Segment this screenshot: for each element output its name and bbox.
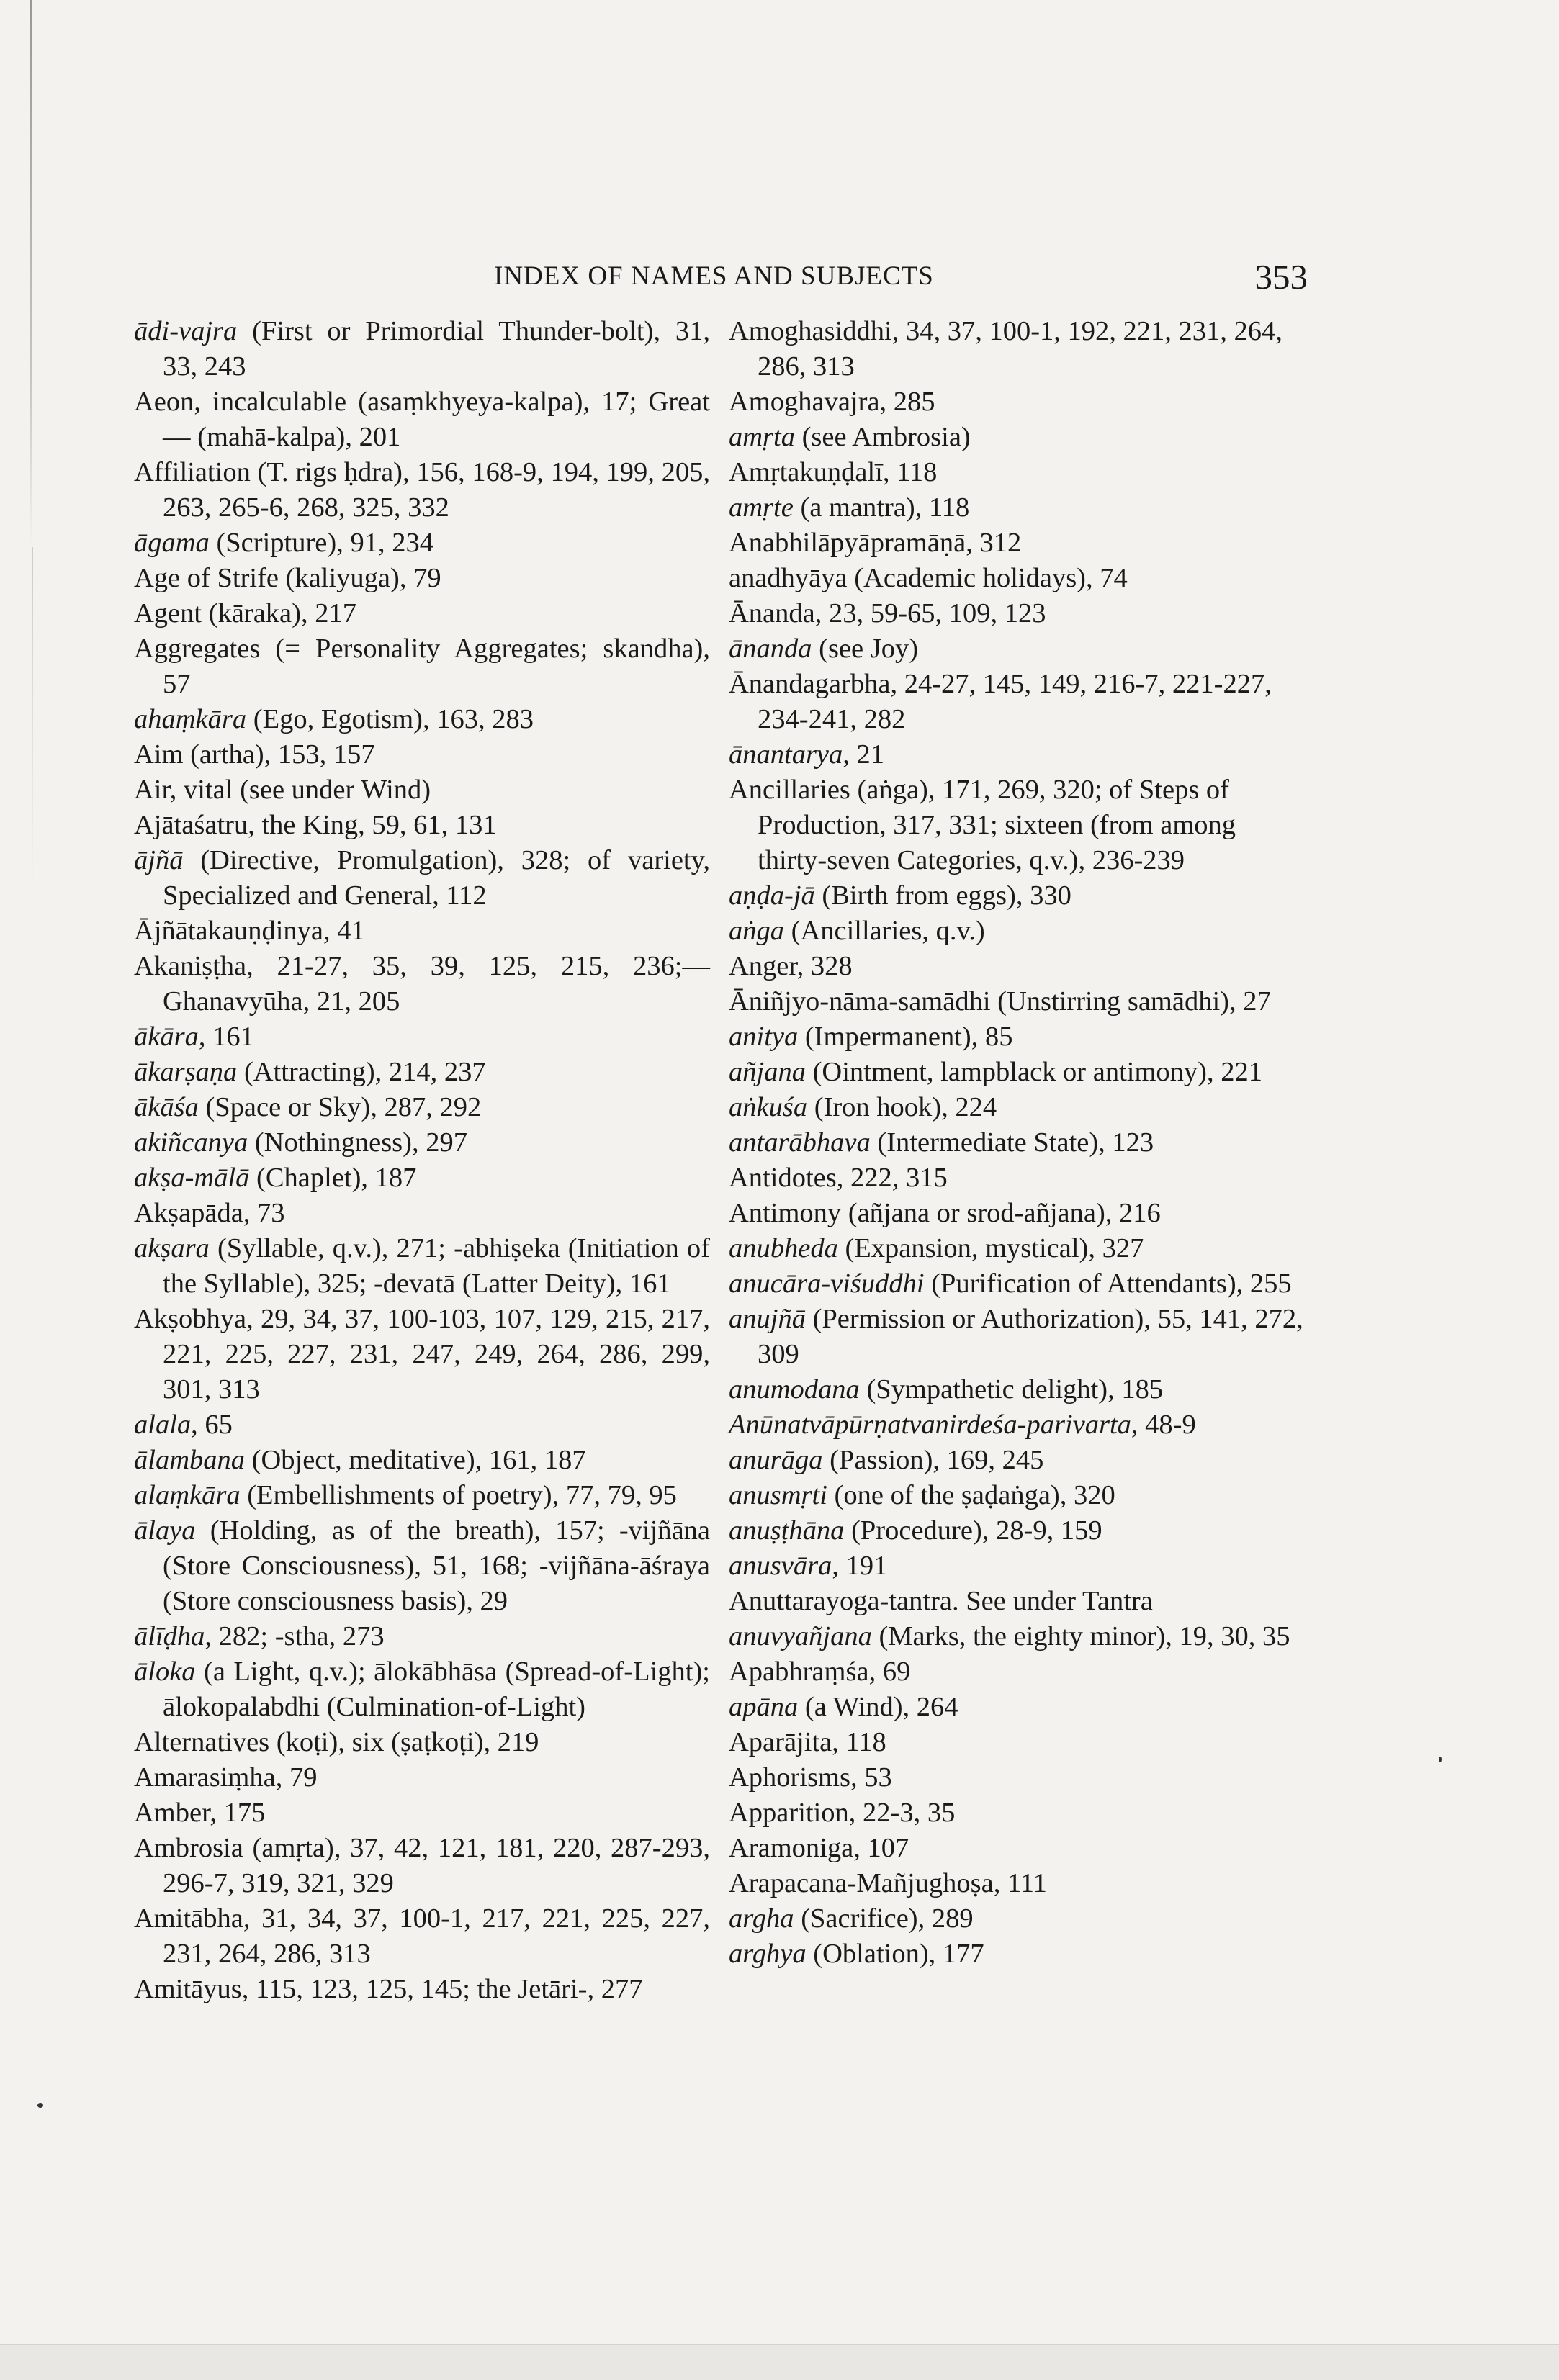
- entry-heading: aṅkuśa: [729, 1092, 808, 1122]
- entry-locators: (Passion), 169, 245: [822, 1445, 1044, 1475]
- entry-heading: Anger, 328: [729, 951, 853, 981]
- entry-heading: anubheda: [729, 1233, 838, 1263]
- index-entry: [134, 1831, 710, 1901]
- entry-heading: Aramoniga, 107: [729, 1833, 909, 1863]
- index-entry: [134, 455, 710, 526]
- entry-heading: anusvāra: [729, 1551, 832, 1581]
- index-entry: [134, 914, 710, 949]
- entry-locators: , 161: [198, 1022, 254, 1052]
- entry-locators: (Ointment, lampblack or antimony), 221: [805, 1057, 1262, 1087]
- index-entry: [134, 1725, 710, 1760]
- entry-heading: Arapacana-Mañjughoṣa, 111: [729, 1868, 1047, 1898]
- entry-heading: anusmṛti: [729, 1480, 827, 1510]
- entry-locators: (see Joy): [812, 634, 919, 664]
- entry-heading: Apparition, 22-3, 35: [729, 1798, 956, 1828]
- index-entry: [729, 1937, 1305, 1972]
- scan-edge-shadow: [30, 0, 32, 547]
- entry-heading: ākāra: [134, 1022, 199, 1052]
- entry-heading: Ānanda, 23, 59-65, 109, 123: [729, 598, 1046, 628]
- entry-heading: Amber, 175: [134, 1798, 266, 1828]
- entry-heading: Amarasiṃha, 79: [134, 1762, 318, 1793]
- entry-heading: alaṃkāra: [134, 1480, 241, 1510]
- entry-locators: samādhi), 27: [1127, 986, 1271, 1017]
- index-entry: [729, 1125, 1305, 1160]
- entry-heading: Akṣobhya, 29, 34, 37, 100-103, 107, 129, 215, 217, 221, 225, 227, 231, 247, 249, 264, 286, 299, 301, 313: [134, 1304, 710, 1405]
- entry-heading: Affiliation (T.: [134, 457, 296, 487]
- index-entry: [134, 1090, 710, 1125]
- entry-locators: , 191: [832, 1551, 888, 1581]
- index-entry: [729, 420, 1305, 455]
- entry-heading: aṅga: [729, 916, 784, 946]
- entry-heading: anuvyañjana: [729, 1621, 872, 1651]
- index-entry: [134, 1972, 710, 2007]
- entry-heading: Antimony (: [729, 1198, 858, 1228]
- entry-heading: Amoghavajra, 285: [729, 387, 935, 417]
- entry-heading: ānanda: [729, 634, 812, 664]
- index-column-right: [729, 314, 1305, 1972]
- index-entry: [729, 1690, 1305, 1725]
- index-entry: [729, 1231, 1305, 1266]
- entry-heading: Ānandagarbha, 24-27, 145, 149, 216-7, 221-227, 234-241, 282: [729, 669, 1272, 734]
- index-entry: [729, 1725, 1305, 1760]
- entry-heading: āloka: [134, 1656, 196, 1687]
- index-entry: [729, 561, 1305, 596]
- entry-locators: , 48-9: [1131, 1410, 1196, 1440]
- index-entry: [729, 526, 1305, 561]
- entry-heading: Ambrosia (: [134, 1833, 262, 1863]
- entry-locators: (Nothingness), 297: [248, 1127, 467, 1158]
- index-entry: [729, 1549, 1305, 1584]
- entry-locators: (Holding, as of the breath), 157; -vijñāna (Store Consciousness), 51, 168; -vijñāna-āśraya (Store consciousness basis), 29: [163, 1515, 710, 1616]
- index-entry: [134, 843, 710, 914]
- entry-heading: akṣa-mālā: [134, 1163, 250, 1193]
- index-entry: [134, 526, 710, 561]
- entry-heading: Aggregates (= Personality Aggregates;: [134, 634, 603, 664]
- index-entry: [134, 1478, 710, 1513]
- index-entry: [729, 1478, 1305, 1513]
- entry-locators: (Sympathetic delight), 185: [859, 1374, 1164, 1405]
- entry-heading: Anuttarayoga-tantra. See under Tantra: [729, 1586, 1153, 1616]
- index-entry: [729, 914, 1305, 949]
- entry-heading: Aim (: [134, 739, 199, 770]
- index-entry: [134, 1160, 710, 1196]
- index-entry: [729, 314, 1305, 384]
- scan-bottom-band: [0, 2344, 1559, 2380]
- index-entry: [729, 737, 1305, 772]
- index-entry: [729, 1584, 1305, 1619]
- entry-heading: anadhyāya (Academic holidays), 74: [729, 563, 1128, 593]
- entry-locators: , 65: [191, 1410, 233, 1440]
- entry-heading: ānantarya: [729, 739, 843, 770]
- index-entry: [134, 561, 710, 596]
- entry-locators: (Embellishments of poetry), 77, 79, 95: [240, 1480, 677, 1510]
- index-entry: [729, 667, 1305, 737]
- index-entry: [134, 737, 710, 772]
- index-entry: [134, 949, 710, 1019]
- entry-heading: Akṣapāda, 73: [134, 1198, 285, 1228]
- index-entry: [729, 631, 1305, 667]
- entry-heading: Anabhilāpyāpramāṇā, 312: [729, 528, 1022, 558]
- entry-locators: koṭi), six (ṣaṭkoṭi), 219: [285, 1727, 539, 1757]
- entry-heading: anuṣṭhāna: [729, 1515, 845, 1546]
- entry-locators: (Ego, Egotism), 163, 283: [246, 704, 534, 734]
- index-entry: [729, 878, 1305, 914]
- entry-heading: anumodana: [729, 1374, 860, 1405]
- entry-heading: alala: [134, 1410, 192, 1440]
- entry-heading: ādi-vajra: [134, 316, 238, 346]
- entry-heading: ālambana: [134, 1445, 245, 1475]
- index-entry: [729, 1407, 1305, 1443]
- index-entry: [134, 1654, 710, 1725]
- entry-locators: kāraka), 217: [217, 598, 356, 628]
- index-entry: [729, 384, 1305, 420]
- scan-speck: [37, 2103, 43, 2108]
- entry-locators: (Sacrifice), 289: [794, 1903, 974, 1934]
- entry-locators: (Marks, the eighty minor), 19, 30, 35: [871, 1621, 1290, 1651]
- index-entry: [729, 1160, 1305, 1196]
- entry-heading: Air, vital (see under Wind): [134, 775, 431, 805]
- page-number: 353: [1254, 257, 1308, 297]
- entry-heading: akiñcanya: [134, 1127, 248, 1158]
- index-entry: [729, 1019, 1305, 1055]
- index-entry: [134, 1125, 710, 1160]
- entry-heading: amṛta: [729, 422, 795, 452]
- entry-locators: (Permission or Authorization), 55, 141, 272, 309: [758, 1304, 1303, 1369]
- entry-locators: (Expansion, mystical), 327: [837, 1233, 1144, 1263]
- index-entry: [729, 772, 1305, 878]
- index-entry: [729, 1302, 1305, 1372]
- entry-locators: (Intermediate State), 123: [870, 1127, 1154, 1158]
- entry-locators: (Object, meditative), 161, 187: [245, 1445, 586, 1475]
- entry-locators: asaṃkhyeya-kalpa), 17; Great — (mahā-kalpa), 201: [163, 387, 710, 452]
- entry-heading: Ājñātakauṇḍinya, 41: [134, 916, 365, 946]
- entry-locators: (Syllable, q.v.), 271; -abhiṣeka (Initiation of the Syllable), 325; -devatā (Latter Deity), 161: [163, 1233, 710, 1299]
- entry-heading: Amṛtakuṇḍalī, 118: [729, 457, 938, 487]
- entry-heading: ākarṣaṇa: [134, 1057, 238, 1087]
- index-entry: [134, 1407, 710, 1443]
- index-entry: [134, 1619, 710, 1654]
- index-entry: [729, 1831, 1305, 1866]
- entry-locators: (a mantra), 118: [793, 492, 970, 523]
- entry-heading: Aeon, incalculable (: [134, 387, 368, 417]
- entry-locators: (Ancillaries, q.v.): [784, 916, 985, 946]
- index-entry: [729, 984, 1305, 1019]
- entry-heading: apāna: [729, 1692, 799, 1722]
- index-entry: [134, 631, 710, 702]
- entry-locators: amṛta), 37, 42, 121, 181, 220, 287-293, 296-7, 319, 321, 329: [163, 1833, 710, 1898]
- index-entry: [729, 490, 1305, 526]
- index-entry: [134, 1513, 710, 1619]
- entry-locators: aṅga), 171, 269, 320; of Steps of Production, 317, 331; sixteen (from among thirty-seven Categories, q.v.), 236-239: [758, 775, 1236, 875]
- scan-speck: [1439, 1757, 1442, 1762]
- entry-heading: ājñā: [134, 845, 184, 875]
- index-entry: [134, 702, 710, 737]
- index-entry: [134, 1231, 710, 1302]
- entry-heading: Alternatives (: [134, 1727, 286, 1757]
- entry-locators: (First or Primordial Thunder-bolt), 31, 33, 243: [163, 316, 710, 382]
- entry-heading: ahaṃkāra: [134, 704, 247, 734]
- entry-heading: Amoghasiddhi, 34, 37, 100-1, 192, 221, 231, 264, 286, 313: [729, 316, 1282, 382]
- entry-heading: Anūnatvāpūrṇatvanirdeśa-parivarta: [729, 1410, 1131, 1440]
- entry-heading: anitya: [729, 1022, 799, 1052]
- entry-heading: argha: [729, 1903, 794, 1934]
- entry-locators: (Purification of Attendants), 255: [924, 1268, 1292, 1299]
- index-entry: [729, 1619, 1305, 1654]
- entry-locators: (Directive, Promulgation), 328; of variety, Specialized and General, 112: [163, 845, 710, 911]
- index-entry: [729, 1795, 1305, 1831]
- entry-heading: anujñā: [729, 1304, 806, 1334]
- entry-heading: Aphorisms, 53: [729, 1762, 892, 1793]
- entry-locators: (Iron hook), 224: [807, 1092, 997, 1122]
- index-entry: [134, 1196, 710, 1231]
- index-entry: [134, 1055, 710, 1090]
- entry-locators: (one of the ṣaḍaṅga), 320: [827, 1480, 1115, 1510]
- entry-locators: skandha), 57: [163, 634, 710, 699]
- page-header: [494, 256, 1308, 297]
- entry-locators: (Procedure), 28-9, 159: [844, 1515, 1102, 1546]
- entry-locators: (a Light, q.v.); ālokābhāsa (Spread-of-Light); ālokopalabdhi (Culmination-of-Light): [163, 1656, 710, 1722]
- entry-heading: Akaniṣṭha, 21-27, 35, 39, 125, 215, 236;— Ghanavyūha, 21, 205: [134, 951, 710, 1017]
- entry-heading: aṇḍa-jā: [729, 880, 815, 911]
- index-entry: [134, 808, 710, 843]
- index-entry: [134, 1795, 710, 1831]
- index-entry: [729, 1055, 1305, 1090]
- index-entry: [729, 1266, 1305, 1302]
- entry-heading: anucāra-viśuddhi: [729, 1268, 925, 1299]
- entry-heading: arghya: [729, 1939, 807, 1969]
- entry-locators: (Impermanent), 85: [798, 1022, 1013, 1052]
- index-column-left: [134, 314, 710, 2007]
- entry-heading: Amitāyus, 115, 123, 125, 145; the Jetāri-, 277: [134, 1974, 643, 2004]
- entry-heading: Agent (: [134, 598, 218, 628]
- entry-heading: Ancillaries (: [729, 775, 867, 805]
- entry-locators: (Scripture), 91, 234: [209, 528, 433, 558]
- entry-heading: Ajātaśatru, the King, 59, 61, 131: [134, 810, 497, 840]
- entry-locators: , 282; -stha, 273: [205, 1621, 385, 1651]
- index-entry: [134, 1901, 710, 1972]
- entry-heading: Āniñjyo-nāma-samādhi (Unstirring: [729, 986, 1128, 1017]
- index-entry: [729, 949, 1305, 984]
- entry-locators: (Attracting), 214, 237: [237, 1057, 486, 1087]
- index-entry: [729, 1654, 1305, 1690]
- entry-locators: (Space or Sky), 287, 292: [198, 1092, 482, 1122]
- entry-locators: (Chaplet), 187: [249, 1163, 417, 1193]
- entry-heading: ālīḍha: [134, 1621, 205, 1651]
- entry-heading: Aparājita, 118: [729, 1727, 886, 1757]
- entry-locators: (Oblation), 177: [806, 1939, 984, 1969]
- index-entry: [729, 1760, 1305, 1795]
- entry-heading: anurāga: [729, 1445, 823, 1475]
- index-entry: [134, 772, 710, 808]
- entry-heading: akṣara: [134, 1233, 210, 1263]
- running-title: INDEX OF NAMES AND SUBJECTS: [494, 261, 934, 291]
- index-entry: [134, 596, 710, 631]
- entry-heading: ālaya: [134, 1515, 196, 1546]
- entry-locators: (Birth from eggs), 330: [814, 880, 1071, 911]
- index-entry: [729, 1443, 1305, 1478]
- entry-heading: Antidotes, 222, 315: [729, 1163, 948, 1193]
- index-entry: [134, 384, 710, 455]
- entry-locators: añjana or srod-añjana), 216: [857, 1198, 1161, 1228]
- index-entry: [729, 455, 1305, 490]
- index-entry: [134, 1019, 710, 1055]
- index-entry: [729, 1901, 1305, 1937]
- index-entry: [134, 314, 710, 384]
- entry-locators: , 21: [843, 739, 885, 770]
- index-entry: [134, 1760, 710, 1795]
- entry-heading: Age of Strife (: [134, 563, 295, 593]
- index-entry: [729, 1372, 1305, 1407]
- index-entry: [729, 1513, 1305, 1549]
- entry-locators: (a Wind), 264: [798, 1692, 958, 1722]
- index-entry: [134, 1302, 710, 1407]
- scan-edge-shadow-lower: [32, 547, 33, 893]
- index-entry: [729, 1090, 1305, 1125]
- index-entry: [729, 1196, 1305, 1231]
- entry-heading: āgama: [134, 528, 210, 558]
- index-entry: [729, 1866, 1305, 1901]
- entry-locators: artha), 153, 157: [199, 739, 375, 770]
- entry-heading: antarābhava: [729, 1127, 871, 1158]
- entry-locators: kaliyuga), 79: [295, 563, 441, 593]
- entry-locators: rigs ḥdra), 156, 168-9, 194, 199, 205, 263, 265-6, 268, 325, 332: [163, 457, 710, 523]
- entry-heading: añjana: [729, 1057, 806, 1087]
- entry-locators: (see Ambrosia): [794, 422, 971, 452]
- entry-heading: amṛte: [729, 492, 794, 523]
- index-entry: [134, 1443, 710, 1478]
- entry-heading: Amitābha, 31, 34, 37, 100-1, 217, 221, 225, 227, 231, 264, 286, 313: [134, 1903, 710, 1969]
- entry-heading: Apabhraṃśa, 69: [729, 1656, 911, 1687]
- index-entry: [729, 596, 1305, 631]
- entry-heading: ākāśa: [134, 1092, 199, 1122]
